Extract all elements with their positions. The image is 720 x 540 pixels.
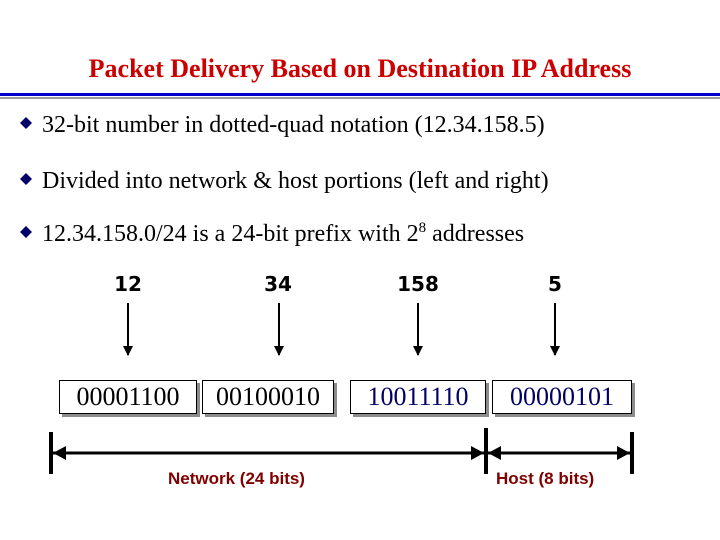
bullet-text: 12.34.158.0/24 is a 24-bit prefix with 2 bbox=[42, 221, 419, 247]
host-arrowhead-left bbox=[488, 446, 501, 460]
binary-octet-box: 00000101 bbox=[492, 380, 632, 414]
bullet-superscript: 8 bbox=[418, 220, 427, 236]
bullet-text: Divided into network & host portions (left and right) bbox=[42, 168, 549, 194]
octet-label: 34 bbox=[264, 272, 292, 296]
host-arrowhead-right bbox=[617, 446, 630, 460]
network-arrowhead-left bbox=[53, 446, 66, 460]
octet-label: 5 bbox=[548, 272, 562, 296]
binary-octet-box: 00100010 bbox=[202, 380, 334, 414]
host-label: Host (8 bits) bbox=[496, 469, 595, 488]
bullet-text: 32-bit number in dotted-quad notation (12.34.158.5) bbox=[42, 112, 545, 138]
binary-octet-box: 00001100 bbox=[59, 380, 197, 414]
octet-label: 158 bbox=[397, 272, 439, 296]
bullet-text-suffix: addresses bbox=[426, 221, 525, 247]
network-label: Network (24 bits) bbox=[168, 469, 305, 488]
network-arrowhead-right bbox=[471, 446, 484, 460]
binary-octet-box: 10011110 bbox=[350, 380, 486, 414]
octet-label: 12 bbox=[114, 272, 142, 296]
slide-title: Packet Delivery Based on Destination IP Address bbox=[88, 54, 632, 83]
